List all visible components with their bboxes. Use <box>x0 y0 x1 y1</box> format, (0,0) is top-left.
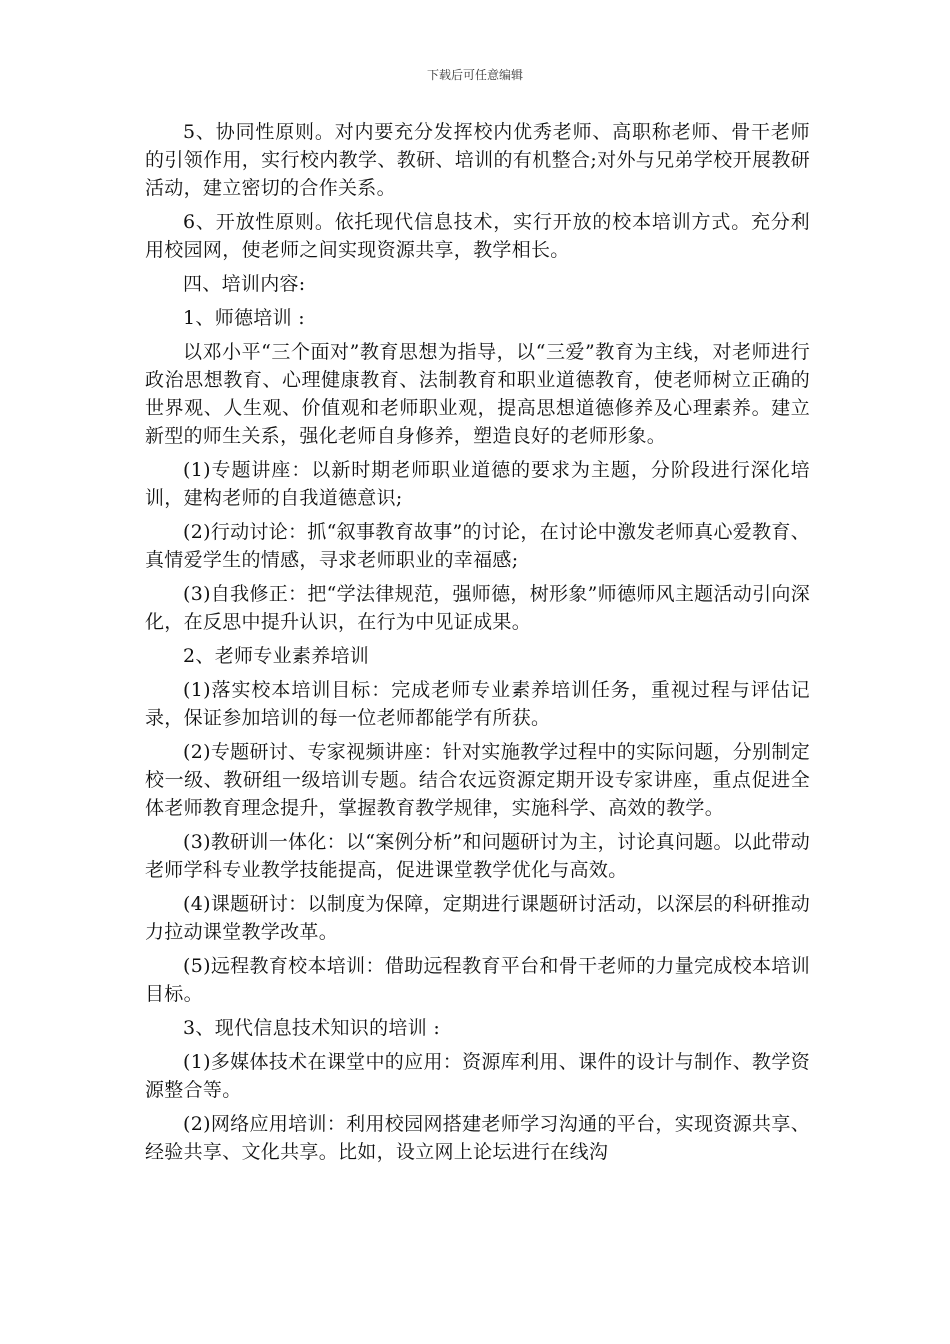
list-item-training-goals: (1)落实校本培训目标：完成老师专业素养培训任务，重视过程与评估记录，保证参加培训的每一位老师都能学有所获。 <box>145 679 810 729</box>
paragraph-openness-principle: 6、开放性原则。依托现代信息技术，实行开放的校本培训方式。充分利用校园网，使老师之间实现资源共享，教学相长。 <box>145 211 810 261</box>
section-heading-training-content: 四、培训内容: <box>183 273 306 295</box>
list-item-self-correction: (3)自我修正：把“学法律规范，强师德，树形象”师德师风主题活动引向深化，在反思中提升认识，在行为中见证成果。 <box>145 583 810 633</box>
list-item-teaching-research: (3)教研训一体化：以“案例分析”和问题研讨为主，讨论真问题。以此带动老师学科专业教学技能提高，促进课堂教学优化与高效。 <box>145 831 810 881</box>
page-header: 下载后可任意编辑 <box>426 68 523 82</box>
list-item-expert-lectures: (2)专题研讨、专家视频讲座：针对实施教学过程中的实际问题，分别制定校一级、教研组一级培训专题。结合农远资源定期开设专家讲座，重点促进全体老师教育理念提升，掌握教育教学规律，实施科学、高效的教学。 <box>145 741 810 819</box>
list-item-topic-research: (4)课题研讨：以制度为保障，定期进行课题研讨活动，以深层的科研推动力拉动课堂教学改革。 <box>145 893 810 943</box>
list-item-multimedia: (1)多媒体技术在课堂中的应用：资源库利用、课件的设计与制作、教学资源整合等。 <box>145 1051 810 1101</box>
list-item-network-training: (2)网络应用培训：利用校园网搭建老师学习沟通的平台，实现资源共享、经验共享、文化共享。比如，设立网上论坛进行在线沟 <box>145 1113 810 1163</box>
list-item-lectures: (1)专题讲座：以新时期老师职业道德的要求为主题，分阶段进行深化培训，建构老师的自我道德意识; <box>145 459 810 509</box>
list-item-discussion: (2)行动讨论：抓“叙事教育故事”的讨论，在讨论中激发老师真心爱教育、真情爱学生的情感，寻求老师职业的幸福感; <box>145 521 810 571</box>
subheading-it-training: 3、现代信息技术知识的培训 : <box>183 1017 441 1039</box>
list-item-remote-education: (5)远程教育校本培训：借助远程教育平台和骨干老师的力量完成校本培训目标。 <box>145 955 810 1005</box>
subheading-ethics-training: 1、师德培训 : <box>183 307 305 329</box>
paragraph-collaboration-principle: 5、协同性原则。对内要充分发挥校内优秀老师、高职称老师、骨干老师的引领作用，实行校内教学、教研、培训的有机整合;对外与兄弟学校开展教研活动，建立密切的合作关系。 <box>145 121 810 199</box>
paragraph-ethics-description: 以邓小平“三个面对”教育思想为指导，以“三爱”教育为主线，对老师进行政治思想教育、心理健康教育、法制教育和职业道德教育，使老师树立正确的世界观、人生观、价值观和老师职业观，提高思想道德修养及心理素养。建立新型的师生关系，强化老师自身修养，塑造良好的老师形象。 <box>145 341 810 447</box>
document-body <box>145 118 810 1172</box>
subheading-professional-training: 2、老师专业素养培训 <box>183 645 370 667</box>
